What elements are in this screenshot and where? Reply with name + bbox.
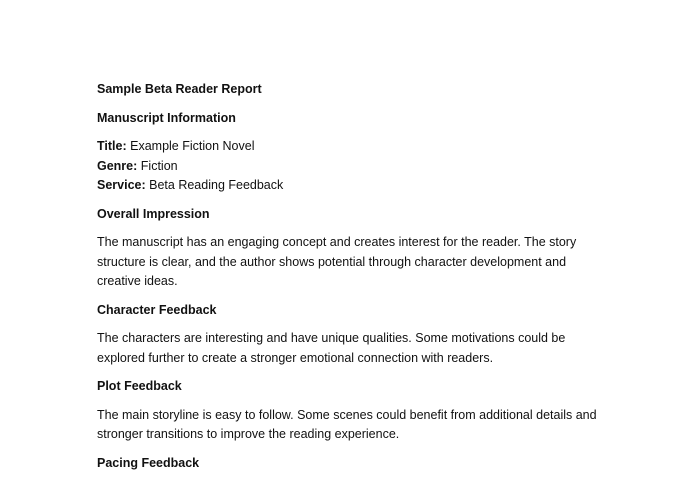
genre-value: Fiction [140,158,178,173]
manuscript-information-list [97,137,597,196]
genre-line [97,157,597,177]
title-value: Example Fiction Novel [130,139,255,153]
genre-label: Genre: [97,158,138,173]
title-label: Title: [97,139,127,153]
title-line [97,137,597,157]
plot-feedback-heading: Plot Feedback [97,379,182,393]
character-feedback-heading: Character Feedback [97,302,217,317]
report-title: Sample Beta Reader Report [97,82,262,96]
overall-impression-paragraph: The manuscript has an engaging concept and creates interest for the reader. The story structure is clear, and the author shows potential through character development and creative ideas. [97,235,577,288]
service-label: Service: [97,178,146,192]
plot-feedback-paragraph: The main storyline is easy to follow. Some scenes could benefit from additional details and stronger transitions to improve the reading experience. [97,407,597,441]
service-value: Beta Reading Feedback [149,178,284,192]
report-content [97,80,597,482]
service-line [97,176,597,196]
manuscript-information-heading: Manuscript Information [97,110,236,125]
pacing-feedback-heading: Pacing Feedback [97,455,200,470]
character-feedback-paragraph: The characters are interesting and have unique qualities. Some motivations could be explored further to create a stronger emotional connection with readers. [97,331,566,365]
overall-impression-heading: Overall Impression [97,206,210,221]
